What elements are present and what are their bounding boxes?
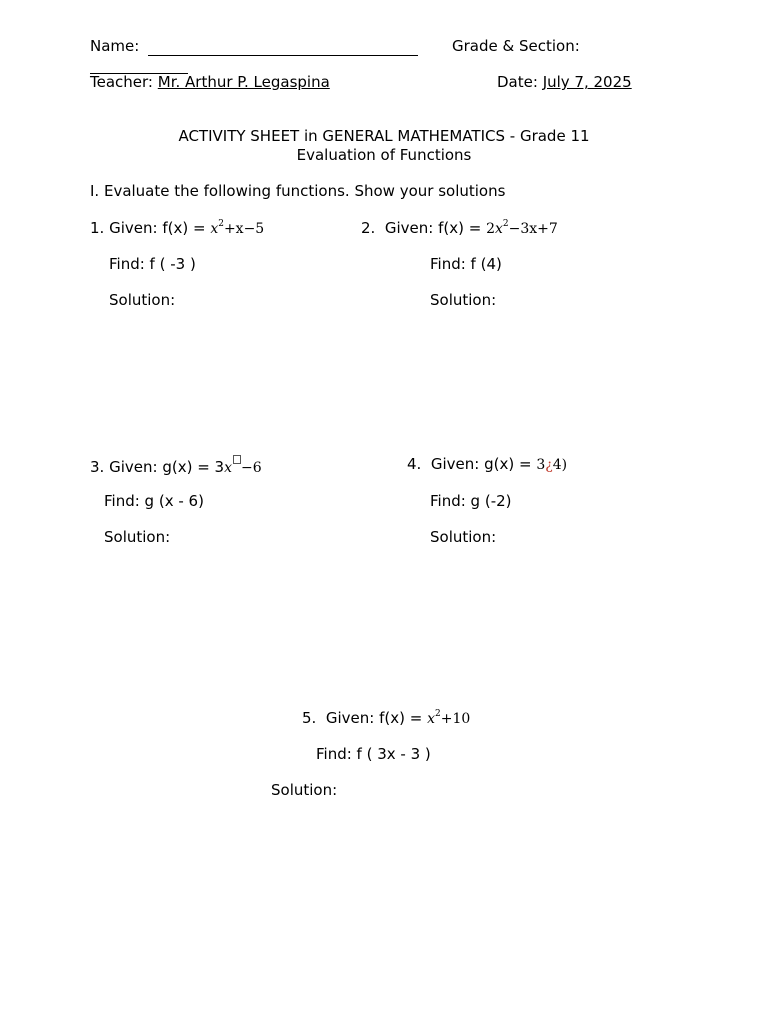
problem-4-solution: Solution: [430,528,497,546]
problem-number: 1. [90,219,105,237]
problem-1-given [90,219,264,238]
problem-5-solution: Solution: [271,781,338,799]
missing-glyph-icon [233,455,241,464]
grade-section-label: Grade & Section: [452,37,580,55]
problem-2-find: Find: f (4) [430,255,502,273]
grade-section-field[interactable] [90,55,188,74]
name-field[interactable] [90,37,418,56]
problem-number: 5. [302,709,317,727]
date-row [497,73,632,91]
given-label: Given: f(x) = [384,219,482,237]
teacher-row [90,73,330,91]
name-blank[interactable] [148,37,418,56]
formula-1: $x^2+x-5$ [210,219,265,237]
problem-3-solution: Solution: [104,528,171,546]
given-label: Given: g(x) = 3 [109,458,225,476]
page-subtitle: Evaluation of Functions [296,146,472,164]
problem-2-solution: Solution: [430,291,497,309]
given-label: Given: f(x) = [325,709,423,727]
formula-5: $x^2+10$ [427,709,471,727]
instruction-text: I. Evaluate the following functions. Show your solutions [90,182,506,200]
date-label: Date: [497,73,538,91]
problem-2-given [361,219,558,238]
teacher-label: Teacher: [90,73,153,91]
problem-5-given [302,709,470,728]
formula-3: x −6 [224,460,262,476]
problem-3-given [90,455,262,477]
name-label: Name: [90,37,140,55]
problem-number: 3. [90,458,105,476]
date-value: July 7, 2025 [542,73,632,91]
problem-number: 4. [407,455,422,473]
given-label: Given: f(x) = [109,219,206,237]
problem-number: 2. [361,219,376,237]
problem-4-find: Find: g (-2) [430,492,512,510]
problem-1-find: Find: f ( -3 ) [109,255,196,273]
page-title: ACTIVITY SHEET in GENERAL MATHEMATICS - Grade 11 [178,127,590,145]
formula-2: $2x^2-3x+7$ [486,219,558,237]
problem-1-solution: Solution: [109,291,176,309]
problem-3-find: Find: g (x - 6) [104,492,204,510]
teacher-name: Mr. Arthur P. Legaspina [157,73,330,91]
given-label: Given: g(x) = [430,455,532,473]
formula-4: 3¿4) [536,457,568,473]
problem-5-find: Find: f ( 3x - 3 ) [316,745,431,763]
problem-4-given [407,455,567,474]
grade-section-blank[interactable] [90,55,188,74]
